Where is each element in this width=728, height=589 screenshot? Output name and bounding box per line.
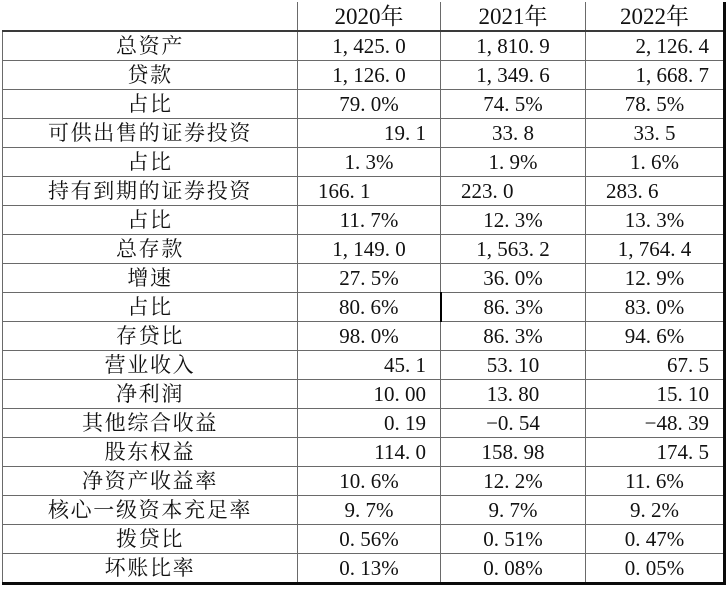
table-row xyxy=(3,148,725,177)
row-label-cell: 其他综合收益 xyxy=(3,409,298,438)
year-header-2022: 2022年 xyxy=(586,2,725,31)
value-cell: 13. 3% xyxy=(586,206,725,235)
value-cell: 223. 0 xyxy=(441,177,586,206)
value-cell: 174. 5 xyxy=(586,438,725,467)
row-label-cell: 贷款 xyxy=(3,61,298,90)
value-cell: 83. 0% xyxy=(586,293,725,322)
table-row xyxy=(3,438,725,467)
value-cell: 45. 1 xyxy=(298,351,441,380)
value-cell: 0. 08% xyxy=(441,554,586,584)
value-cell: 36. 0% xyxy=(441,264,586,293)
value-cell: 2, 126. 4 xyxy=(586,31,725,61)
value-cell: 98. 0% xyxy=(298,322,441,351)
table-row xyxy=(3,293,725,322)
row-label-cell: 净利润 xyxy=(3,380,298,409)
value-cell: 0. 47% xyxy=(586,525,725,554)
value-cell: 283. 6 xyxy=(586,177,725,206)
table-row xyxy=(3,235,725,264)
value-cell: 114. 0 xyxy=(298,438,441,467)
row-label-cell: 股东权益 xyxy=(3,438,298,467)
value-cell: 1, 810. 9 xyxy=(441,31,586,61)
value-cell: 1, 668. 7 xyxy=(586,61,725,90)
value-cell: 94. 6% xyxy=(586,322,725,351)
value-cell: 67. 5 xyxy=(586,351,725,380)
row-label-cell: 核心一级资本充足率 xyxy=(3,496,298,525)
row-label-cell: 营业收入 xyxy=(3,351,298,380)
header-row xyxy=(3,2,725,31)
value-cell: 86. 3% xyxy=(441,322,586,351)
value-cell: 74. 5% xyxy=(441,90,586,119)
value-cell: 27. 5% xyxy=(298,264,441,293)
value-cell: 0. 19 xyxy=(298,409,441,438)
value-cell: −48. 39 xyxy=(586,409,725,438)
value-cell: 86. 3% xyxy=(441,293,586,322)
table-row xyxy=(3,119,725,148)
value-cell: 1. 9% xyxy=(441,148,586,177)
table-row xyxy=(3,351,725,380)
row-label-cell: 增速 xyxy=(3,264,298,293)
value-cell: 1. 6% xyxy=(586,148,725,177)
row-label-cell: 净资产收益率 xyxy=(3,467,298,496)
row-label-cell: 拨贷比 xyxy=(3,525,298,554)
row-label-cell: 占比 xyxy=(3,148,298,177)
value-cell: 10. 6% xyxy=(298,467,441,496)
value-cell: 9. 7% xyxy=(441,496,586,525)
table-row xyxy=(3,525,725,554)
value-cell: 1, 563. 2 xyxy=(441,235,586,264)
value-cell: 53. 10 xyxy=(441,351,586,380)
value-cell: 33. 8 xyxy=(441,119,586,148)
value-cell: 80. 6% xyxy=(298,293,441,322)
row-label-cell: 坏账比率 xyxy=(3,554,298,584)
row-label-cell: 总存款 xyxy=(3,235,298,264)
value-cell: 0. 13% xyxy=(298,554,441,584)
value-cell: 1, 149. 0 xyxy=(298,235,441,264)
table-row xyxy=(3,264,725,293)
row-label-cell: 占比 xyxy=(3,90,298,119)
value-cell: 0. 05% xyxy=(586,554,725,584)
table-row xyxy=(3,467,725,496)
value-cell: 15. 10 xyxy=(586,380,725,409)
value-cell: 78. 5% xyxy=(586,90,725,119)
table-row xyxy=(3,90,725,119)
value-cell: 1, 126. 0 xyxy=(298,61,441,90)
value-cell: 166. 1 xyxy=(298,177,441,206)
financial-table xyxy=(2,2,726,585)
row-label-cell: 可供出售的证券投资 xyxy=(3,119,298,148)
value-cell: 158. 98 xyxy=(441,438,586,467)
value-cell: 10. 00 xyxy=(298,380,441,409)
value-cell: 12. 9% xyxy=(586,264,725,293)
table-row xyxy=(3,322,725,351)
table-row xyxy=(3,496,725,525)
table-body xyxy=(3,31,725,584)
row-label-cell: 持有到期的证券投资 xyxy=(3,177,298,206)
value-cell: 11. 7% xyxy=(298,206,441,235)
value-cell: 12. 2% xyxy=(441,467,586,496)
value-cell: 1, 349. 6 xyxy=(441,61,586,90)
year-header-2021: 2021年 xyxy=(441,2,586,31)
table-row xyxy=(3,177,725,206)
year-header-2020: 2020年 xyxy=(298,2,441,31)
row-label-cell: 总资产 xyxy=(3,31,298,61)
value-cell: 1. 3% xyxy=(298,148,441,177)
value-cell: 9. 7% xyxy=(298,496,441,525)
value-cell: 11. 6% xyxy=(586,467,725,496)
row-label-cell: 存贷比 xyxy=(3,322,298,351)
value-cell: 9. 2% xyxy=(586,496,725,525)
value-cell: 79. 0% xyxy=(298,90,441,119)
value-cell: 1, 764. 4 xyxy=(586,235,725,264)
value-cell: 13. 80 xyxy=(441,380,586,409)
row-label-cell: 占比 xyxy=(3,206,298,235)
table-row xyxy=(3,380,725,409)
value-cell: 33. 5 xyxy=(586,119,725,148)
table-row xyxy=(3,554,725,584)
value-cell: 0. 51% xyxy=(441,525,586,554)
table-row xyxy=(3,206,725,235)
value-cell: 0. 56% xyxy=(298,525,441,554)
value-cell: 1, 425. 0 xyxy=(298,31,441,61)
value-cell: 12. 3% xyxy=(441,206,586,235)
table-row xyxy=(3,409,725,438)
value-cell: 19. 1 xyxy=(298,119,441,148)
table-row xyxy=(3,31,725,61)
row-label-cell: 占比 xyxy=(3,293,298,322)
corner-cell xyxy=(3,2,298,31)
value-cell: −0. 54 xyxy=(441,409,586,438)
table-row xyxy=(3,61,725,90)
